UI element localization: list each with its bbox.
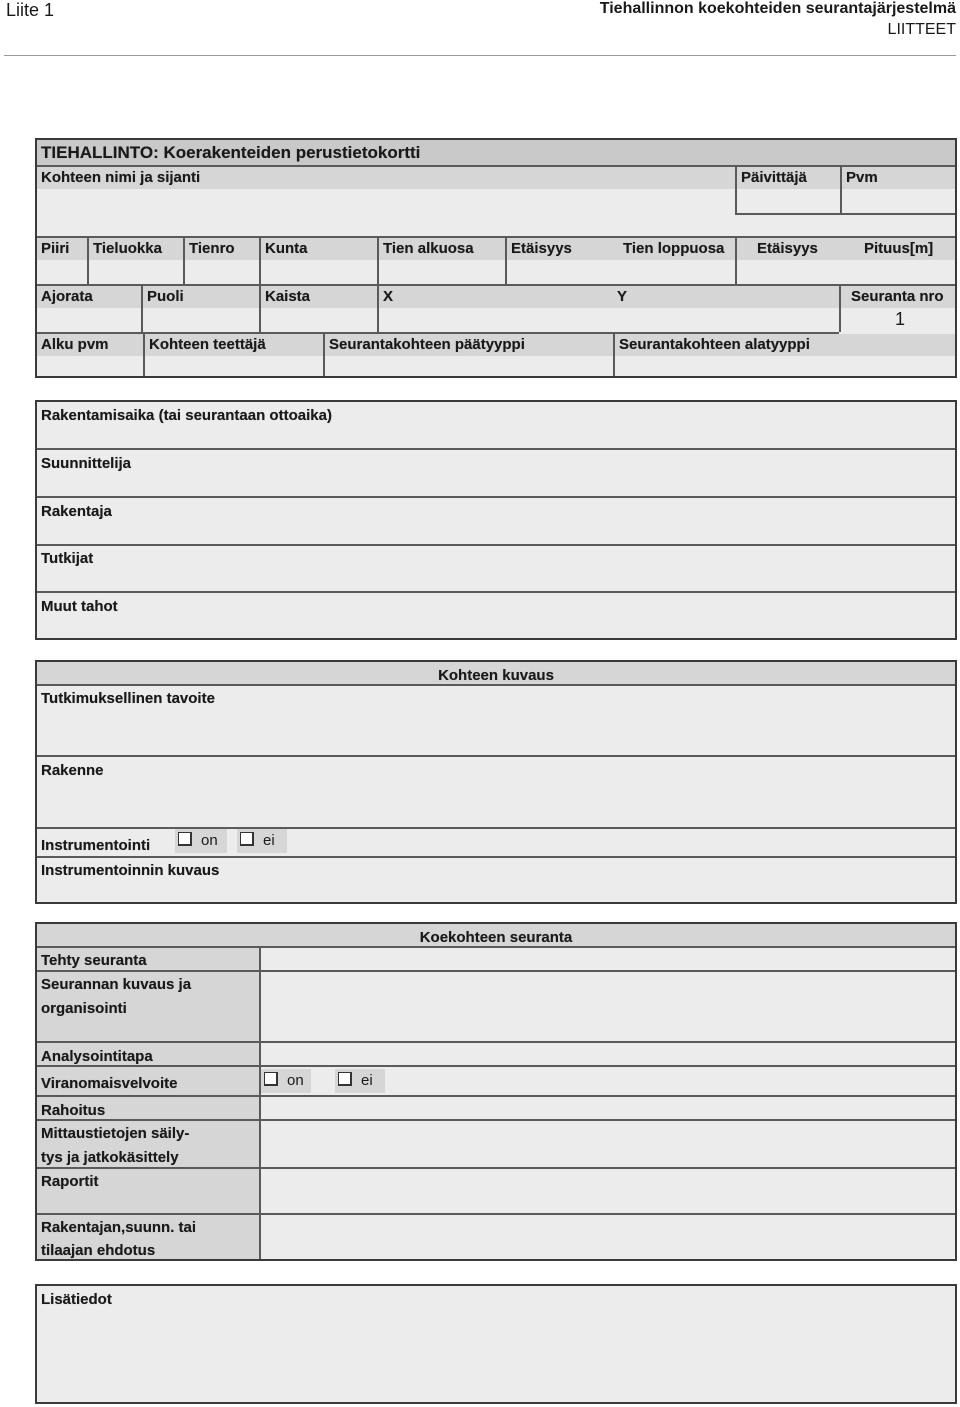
kohteen-nimi-field[interactable] (37, 189, 735, 236)
lisatiedot-field[interactable] (37, 1312, 955, 1402)
puoli-label: Puoli (143, 286, 259, 308)
description-section (35, 660, 957, 904)
instrumentointi-label: Instrumentointi (41, 837, 151, 854)
rakentamisaika-label: Rakentamisaika (tai seurantaan ottoaika) (41, 407, 332, 424)
tien-loppuosa-label: Tien loppuosa (619, 238, 735, 260)
ajorata-label: Ajorata (37, 286, 141, 308)
seuranta-nro-label: Seuranta nro (841, 286, 955, 308)
pvm-label: Pvm (842, 167, 955, 189)
viranomais-on-checkbox[interactable]: on (261, 1069, 311, 1093)
instrumentointi-on-checkbox[interactable]: on (175, 829, 227, 853)
checkbox-square-icon (178, 832, 192, 846)
etaisyys-2-label: Etäisyys (737, 238, 840, 260)
row4-fields[interactable] (37, 356, 955, 378)
header-divider (4, 55, 956, 56)
seurannan-kuvaus-field[interactable] (261, 972, 955, 1041)
instrumentointi-ei-checkbox[interactable]: ei (237, 829, 287, 853)
checkbox-square-icon (264, 1072, 278, 1086)
kohteen-nimi-label: Kohteen nimi ja sijanti (37, 167, 735, 189)
instr-kuvaus-field[interactable] (37, 883, 955, 902)
y-coordinate-label: Y (613, 286, 839, 308)
checkbox-square-icon (240, 832, 254, 846)
seuranta-nro-value: 1 (895, 309, 906, 329)
raportit-label: Raportit (37, 1169, 259, 1213)
tehty-seuranta-field[interactable] (261, 948, 955, 970)
rahoitus-label: Rahoitus (37, 1097, 259, 1119)
tavoite-field[interactable] (37, 711, 955, 755)
page-header (0, 0, 960, 58)
tehty-seuranta-label: Tehty seuranta (37, 948, 259, 970)
card-title: TIEHALLINTO: Koerakenteiden perustietokortti (37, 140, 955, 165)
viranomais-ei-checkbox[interactable]: ei (335, 1069, 385, 1093)
lisatiedot-section (35, 1284, 957, 1404)
instr-kuvaus-label: Instrumentoinnin kuvaus (41, 862, 220, 879)
alatyyppi-label: Seurantakohteen alatyyppi (615, 334, 955, 356)
muut-tahot-label: Muut tahot (41, 598, 118, 615)
tieluokka-label: Tieluokka (89, 238, 183, 260)
tutkijat-label: Tutkijat (41, 550, 94, 567)
analysointitapa-label: Analysointitapa (37, 1043, 259, 1065)
description-heading: Kohteen kuvaus (37, 662, 955, 684)
alku-pvm-label: Alku pvm (37, 334, 143, 356)
muut-tahot-field[interactable] (37, 619, 955, 638)
kunta-label: Kunta (261, 238, 377, 260)
seurannan-kuvaus-label: Seurannan kuvaus ja organisointi (37, 972, 259, 1041)
x-coordinate-label: X (379, 286, 613, 308)
basic-info-card (35, 138, 957, 378)
suunnittelija-label: Suunnittelija (41, 455, 131, 472)
tien-alkuosa-label: Tien alkuosa (379, 238, 505, 260)
kaista-label: Kaista (261, 286, 377, 308)
monitoring-section (35, 922, 957, 1261)
rakentamisaika-field[interactable] (37, 428, 955, 448)
row3-fields[interactable] (37, 308, 839, 332)
raportit-field[interactable] (261, 1169, 955, 1213)
paivittaja-label: Päivittäjä (737, 167, 840, 189)
mittaustietojen-label: Mittaustietojen säily- tys ja jatkokäsittely (37, 1121, 259, 1167)
suunnittelija-field[interactable] (37, 476, 955, 496)
paatyyppi-label: Seurantakohteen päätyyppi (325, 334, 613, 356)
lisatiedot-label: Lisätiedot (41, 1291, 112, 1308)
pituus-label: Pituus[m] (840, 238, 955, 260)
row2-fields[interactable] (37, 260, 955, 284)
etaisyys-1-label: Etäisyys (507, 238, 619, 260)
ehdotus-label: Rakentajan,suunn. tai tilaajan ehdotus (37, 1215, 259, 1259)
tutkijat-field[interactable] (37, 571, 955, 591)
paivittaja-field[interactable] (737, 189, 840, 213)
mittaustietojen-field[interactable] (261, 1121, 955, 1167)
piiri-label: Piiri (37, 238, 87, 260)
viranomaisvelvoite-label: Viranomaisvelvoite (37, 1067, 259, 1095)
parties-section (35, 400, 957, 640)
pvm-field[interactable] (842, 189, 955, 213)
checkbox-square-icon (338, 1072, 352, 1086)
rakenne-label: Rakenne (41, 762, 104, 779)
analysointitapa-field[interactable] (261, 1043, 955, 1065)
monitoring-heading: Koekohteen seuranta (37, 924, 955, 946)
kohteen-teettaja-label: Kohteen teettäjä (145, 334, 323, 356)
document-title: Tiehallinnon koekohteiden seurantajärjestelmä (599, 0, 956, 17)
rakentaja-label: Rakentaja (41, 503, 112, 520)
appendix-label: Liite 1 (6, 0, 55, 20)
tavoite-label: Tutkimuksellinen tavoite (41, 690, 215, 707)
ehdotus-field[interactable] (261, 1215, 955, 1259)
rakentaja-field[interactable] (37, 524, 955, 544)
rakenne-field[interactable] (37, 783, 955, 827)
tienro-label: Tienro (185, 238, 259, 260)
document-subtitle: LIITTEET (887, 21, 956, 38)
rahoitus-field[interactable] (261, 1097, 955, 1119)
